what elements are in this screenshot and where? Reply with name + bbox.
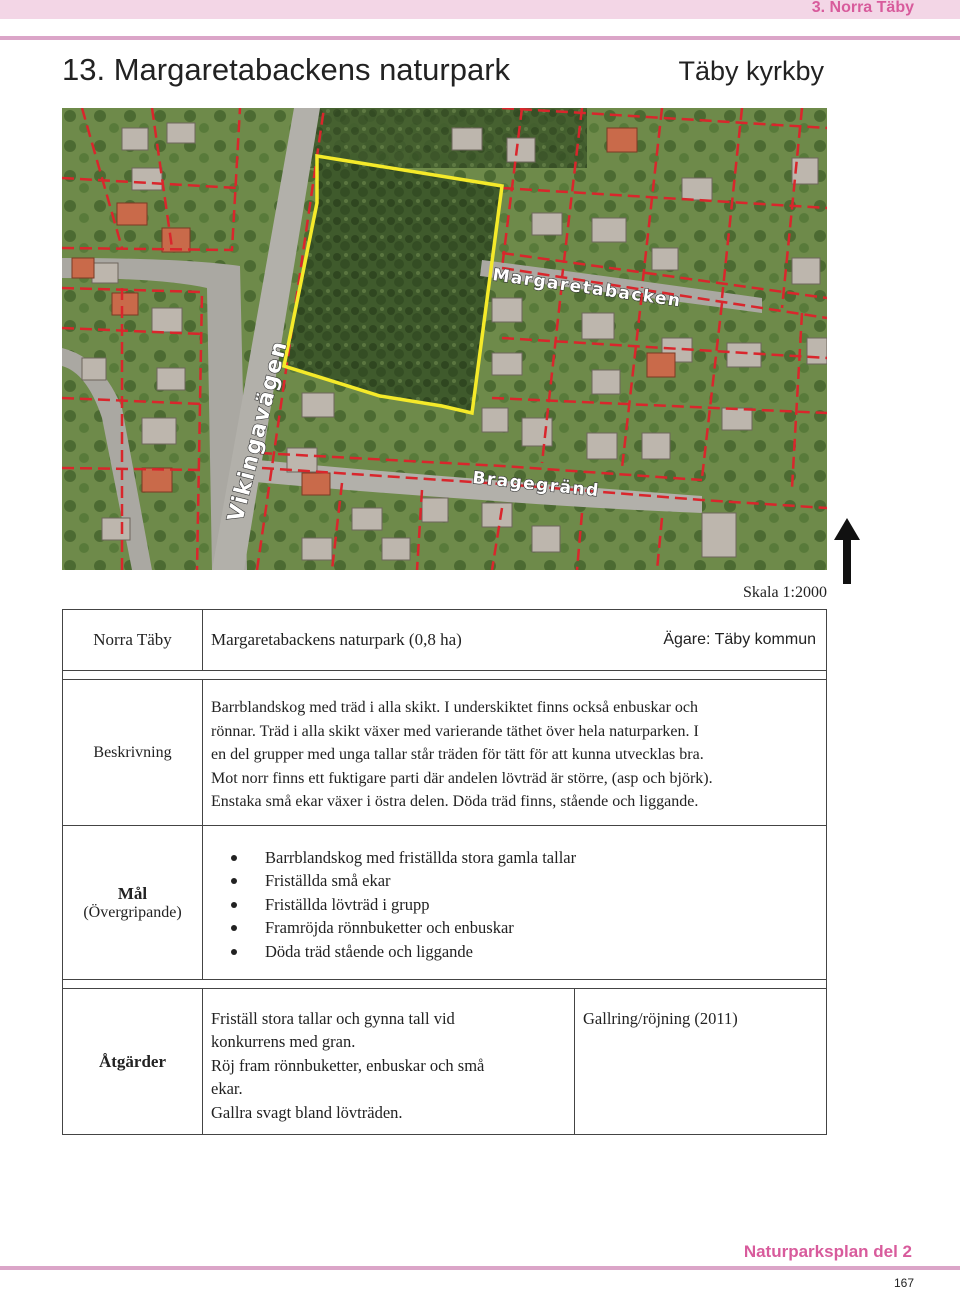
action-line: Röj fram rönnbuketter, enbuskar och små: [211, 1055, 485, 1075]
top-bar: [0, 0, 960, 19]
aerial-map: [62, 108, 827, 570]
description-line: Enstaka små ekar växer i östra delen. Döda träd finns, stående och liggande.: [211, 793, 699, 810]
list-item: Barrblandskog med friställda stora gamla tallar: [203, 846, 826, 869]
map-label-margaretabacken: Margaretabacken: [491, 265, 683, 312]
actions-label: Åtgärder: [63, 989, 203, 1135]
description-label: Beskrivning: [63, 680, 203, 826]
description-text: [203, 680, 827, 826]
park-name: Margaretabackens naturpark (0,8 ha): [203, 610, 575, 671]
goals-label-cell: [63, 826, 203, 980]
page-title: 13. Margaretabackens naturpark: [62, 52, 511, 87]
goals-list: [203, 826, 826, 963]
action-line: konkurrens med gran.: [211, 1032, 356, 1052]
area-label: Norra Täby: [63, 610, 203, 671]
actions-text: [203, 989, 575, 1135]
list-item: Friställda lövträd i grupp: [203, 893, 826, 916]
north-arrow-icon: [832, 518, 862, 589]
actions-row: [63, 989, 827, 1135]
footer-title: Naturparksplan del 2: [743, 1242, 912, 1261]
section-tab: 3. Norra Täby: [811, 0, 914, 16]
header-rule: [0, 36, 960, 40]
list-item: Framröjda rönnbuketter och enbuskar: [203, 916, 826, 939]
goals-sublabel: (Övergripande): [83, 903, 182, 921]
goals-label: Mål: [117, 883, 148, 903]
description-line: en del grupper med unga tallar står träden för tätt för att kunna utvecklas bra.: [211, 746, 704, 763]
info-table: [62, 609, 827, 1135]
map-scale: Skala 1:2000: [743, 584, 827, 601]
goals-cell: [203, 826, 827, 980]
map-label-bragegrand: Bragegränd: [471, 468, 601, 502]
goals-row: [63, 826, 827, 980]
actions-done: Gallring/röjning (2011): [575, 989, 827, 1135]
table-header-row: [63, 610, 827, 671]
list-item: Döda träd stående och liggande: [203, 940, 826, 963]
map-label-vikingavagen: Vikingavägen: [223, 337, 293, 525]
description-line: rönnar. Träd i alla skikt växer med varierande täthet över hela naturparken. I: [211, 722, 699, 740]
description-line: Barrblandskog med träd i alla skikt. I underskiktet finns också enbuskar och: [211, 699, 698, 716]
action-line: Friställ stora tallar och gynna tall vid: [211, 1009, 455, 1028]
place-name: Täby kyrkby: [678, 56, 824, 86]
description-line: Mot norr finns ett fuktigare parti där andelen lövträd är större, (asp och björk).: [211, 769, 713, 787]
description-row: [63, 680, 827, 826]
action-line: ekar.: [211, 1079, 243, 1099]
action-line: Gallra svagt bland lövträden.: [211, 1102, 403, 1122]
page-number: 167: [893, 1276, 914, 1290]
footer-rule: [0, 1266, 960, 1270]
owner: Ägare: Täby kommun: [575, 610, 827, 671]
list-item: Friställda små ekar: [203, 869, 826, 892]
